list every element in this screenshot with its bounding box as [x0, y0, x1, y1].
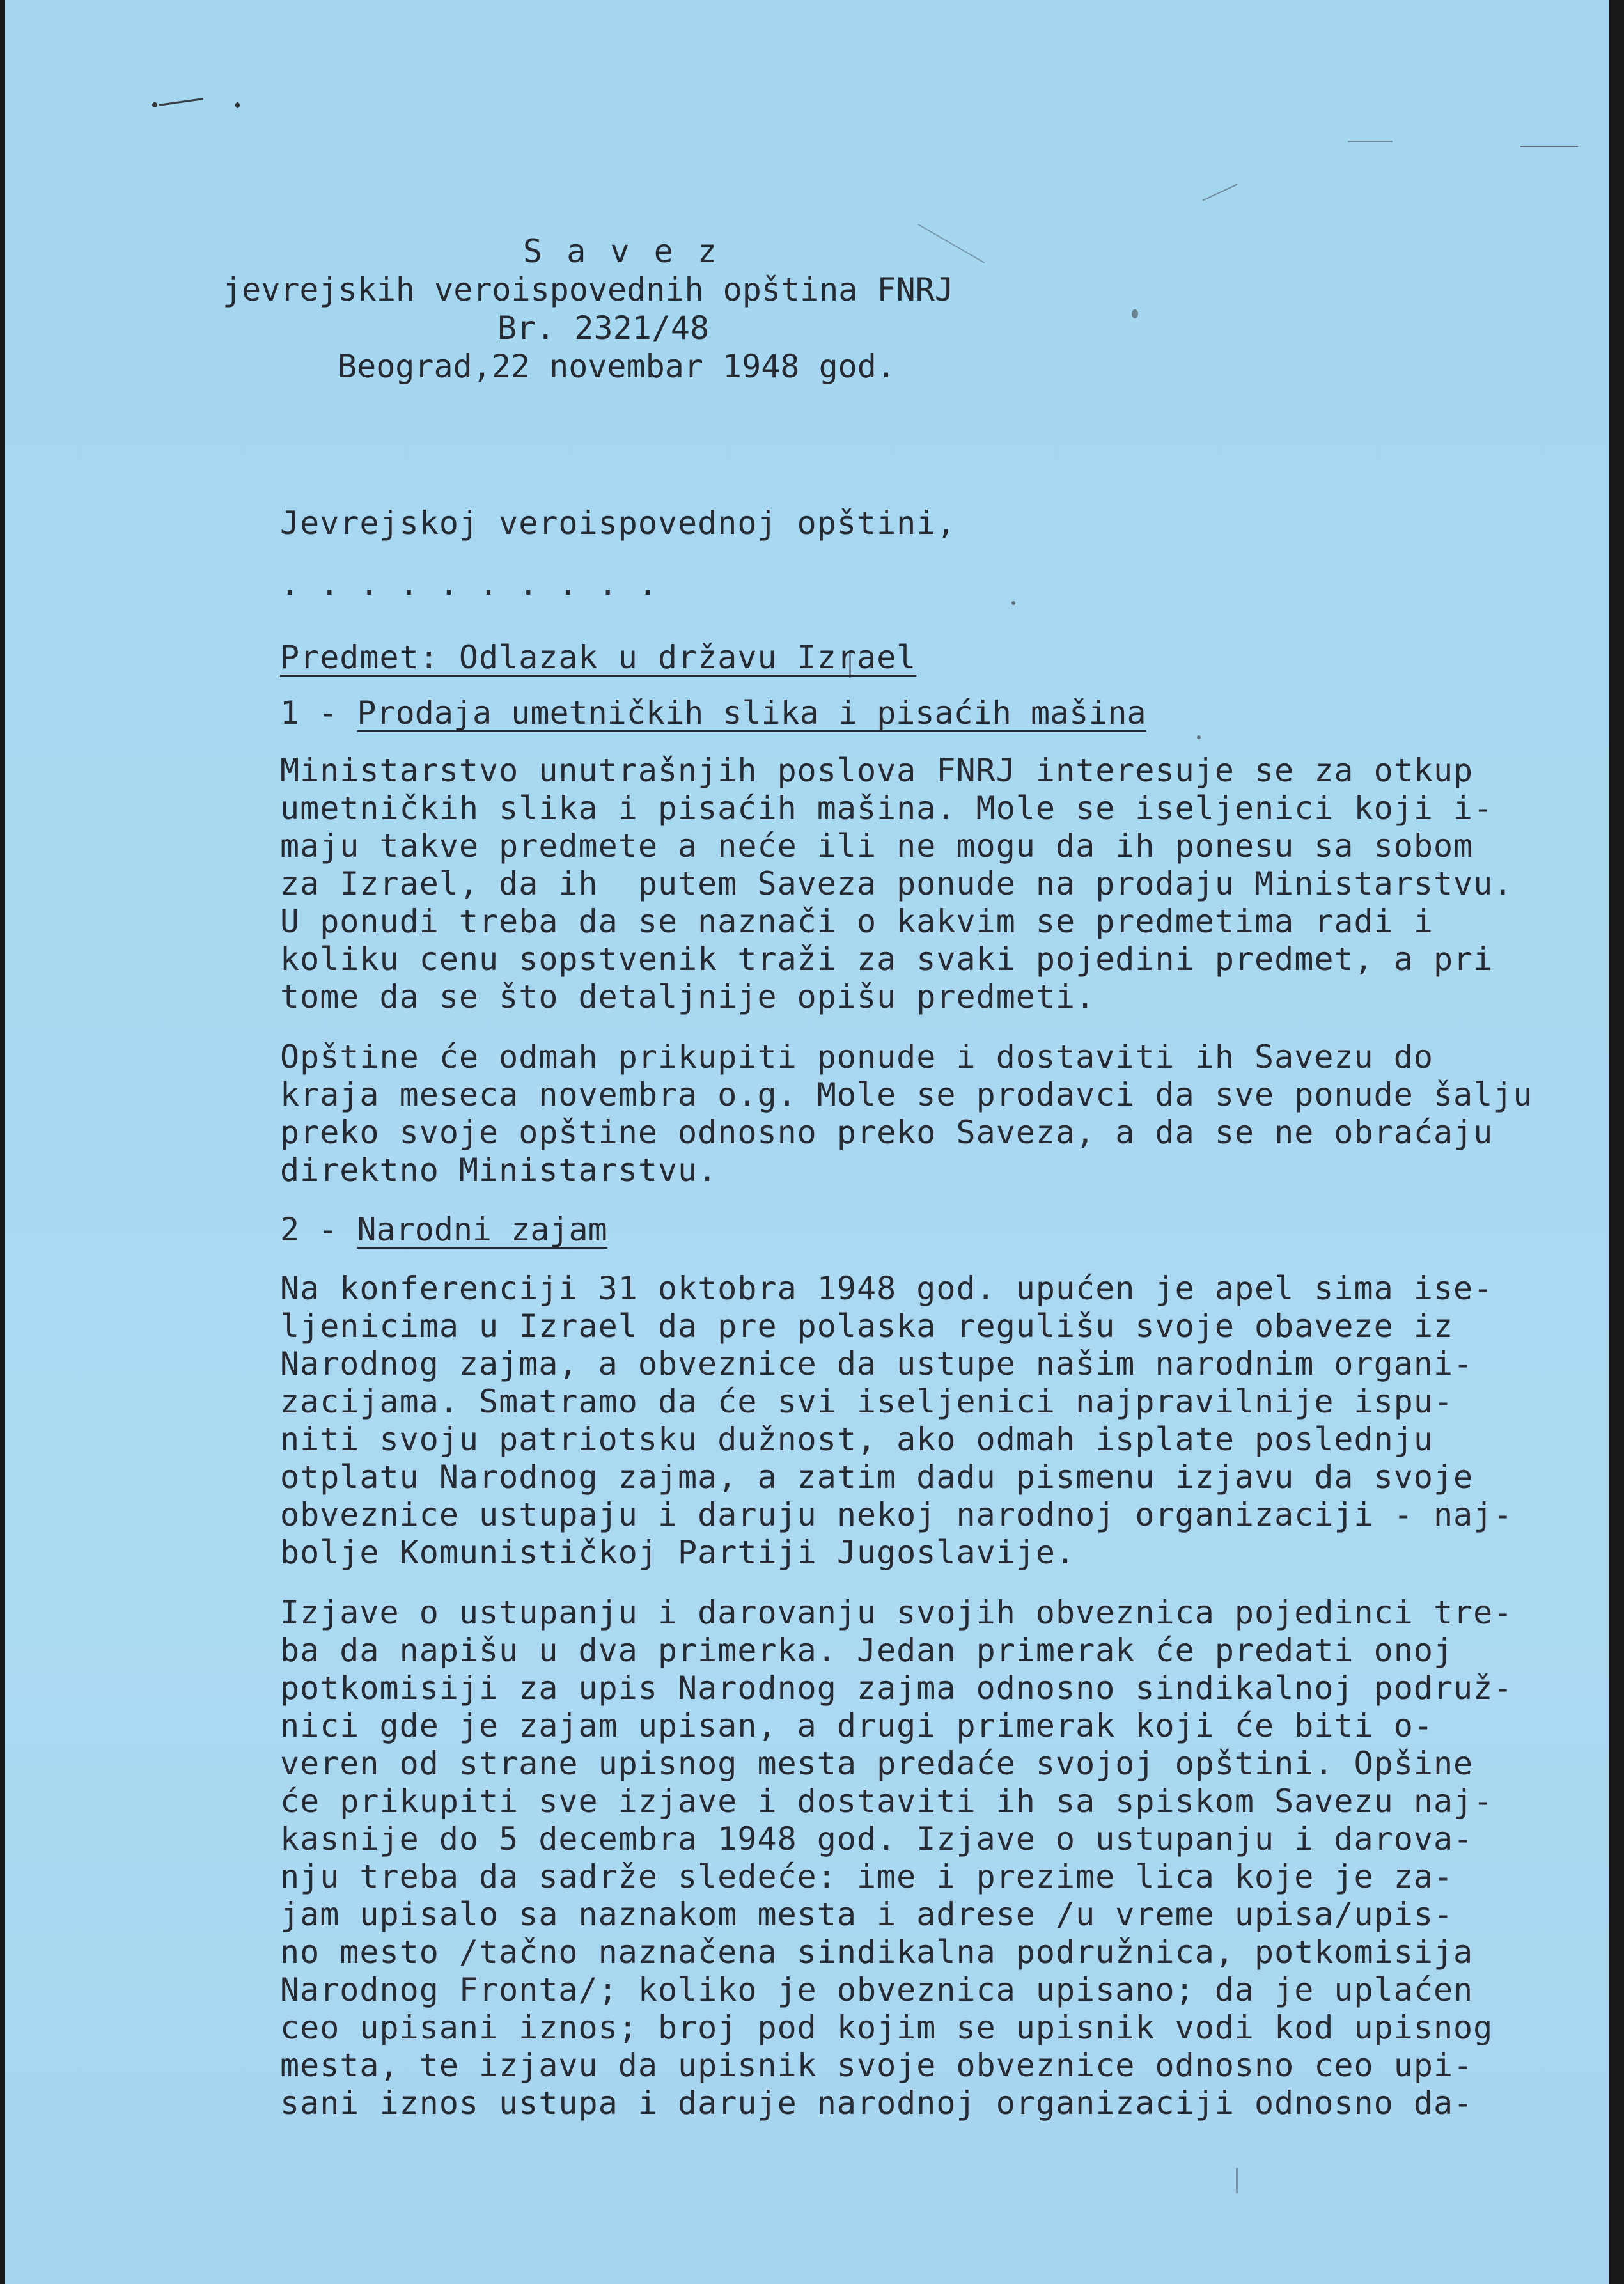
body-line: jam upisalo sa naznakom mesta i adrese /u vreme upisa/upis- — [280, 1896, 1454, 1933]
header-reference-number: Br. 2321/48 — [497, 309, 710, 347]
stray-mark — [1202, 184, 1237, 201]
body-line: ceo upisani iznos; broj pod kojim se upisnik vodi kod upisnog — [280, 2009, 1494, 2046]
body-line: Ministarstvo unutrašnjih poslova FNRJ interesuje se za otkup — [280, 752, 1474, 789]
body-line: ljenicima u Izrael da pre polaska regulišu svoje obaveze iz — [280, 1308, 1454, 1345]
header-org-short: S a v e z — [523, 233, 719, 270]
body-line: otplatu Narodnog zajma, a zatim dadu pismenu izjavu da svoje — [280, 1459, 1474, 1496]
body-line: ba da napišu u dva primerka. Jedan primerak će predati onoj — [280, 1632, 1454, 1669]
body-line: zacijama. Smatramo da će svi iseljenici najpravilnije ispu- — [280, 1383, 1454, 1420]
section-number: 2 - — [280, 1211, 357, 1248]
body-line: bolje Komunističkoj Partiji Jugoslavije. — [280, 1534, 1076, 1571]
body-line: Narodnog zajma, a obveznice da ustupe našim narodnim organi- — [280, 1345, 1474, 1382]
body-line: za Izrael, da ih putem Saveza ponude na prodaju Ministarstvu. — [280, 865, 1513, 902]
body-line: Narodnog Fronta/; koliko je obveznica upisano; da je uplaćen — [280, 1971, 1474, 2008]
stray-speck — [235, 102, 240, 108]
body-line: direktno Ministarstvu. — [280, 1152, 718, 1189]
stray-speck — [1132, 309, 1138, 318]
section-title: Prodaja umetničkih slika i pisaćih mašina — [357, 694, 1146, 731]
recipient-placeholder: . . . . . . . . . . — [280, 565, 658, 602]
document-page — [5, 0, 1609, 2284]
body-line: Na konferenciji 31 oktobra 1948 god. upućen je apel sima ise- — [280, 1270, 1494, 1307]
body-line: mesta, te izjavu da upisnik svoje obveznice odnosno ceo upi- — [280, 2047, 1474, 2084]
body-line: tome da se što detaljnije opišu predmeti. — [280, 978, 1096, 1015]
header-date: Beograd,22 novembar 1948 god. — [338, 348, 896, 385]
body-line: sani iznos ustupa i daruje narodnoj organizaciji odnosno da- — [280, 2085, 1474, 2122]
body-line: preko svoje opštine odnosno preko Saveza, a da se ne obraćaju — [280, 1114, 1494, 1151]
body-line: će prikupiti sve izjave i dostaviti ih sa spiskom Savezu naj- — [280, 1783, 1494, 1820]
body-line: no mesto /tačno naznačena sindikalna podružnica, potkomisija — [280, 1934, 1474, 1971]
stray-mark — [1236, 2168, 1238, 2193]
body-line: kraja meseca novembra o.g. Mole se prodavci da sve ponude šalju — [280, 1076, 1533, 1113]
section-heading — [280, 694, 1146, 731]
section-heading — [280, 1211, 607, 1248]
subject-line: Predmet: Odlazak u državu Izrael — [280, 639, 917, 676]
section-title: Narodni zajam — [357, 1211, 607, 1248]
stray-mark — [918, 224, 985, 263]
body-line: obveznice ustupaju i daruju nekoj narodnoj organizaciji - naj- — [280, 1496, 1513, 1533]
header-org-full: jevrejskih veroispovednih opština FNRJ — [223, 271, 954, 308]
recipient-line: Jevrejskoj veroispovednoj opštini, — [280, 505, 956, 542]
body-line: umetničkih slika i pisaćih mašina. Mole se iseljenici koji i- — [280, 790, 1494, 827]
body-line: koliku cenu sopstvenik traži za svaki pojedini predmet, a pri — [280, 941, 1494, 978]
body-line: nici gde je zajam upisan, a drugi primerak koji će biti o- — [280, 1707, 1433, 1744]
body-line: kasnije do 5 decembra 1948 god. Izjave o ustupanju i darova- — [280, 1820, 1474, 1858]
body-line: veren od strane upisnog mesta predaće svojoj opštini. Opšine — [280, 1745, 1474, 1782]
body-line: nju treba da sadrže sledeće: ime i prezime lica koje je za- — [280, 1858, 1454, 1895]
stray-speck — [152, 102, 157, 107]
stray-mark — [1348, 141, 1393, 142]
body-line: U ponudi treba da se naznači o kakvim se predmetima radi i — [280, 903, 1433, 940]
stray-speck — [1197, 735, 1201, 739]
section-number: 1 - — [280, 694, 357, 731]
body-line: niti svoju patriotsku dužnost, ako odmah isplate poslednju — [280, 1421, 1433, 1458]
body-line: maju takve predmete a neće ili ne mogu da ih ponesu sa sobom — [280, 827, 1474, 864]
body-line: Opštine će odmah prikupiti ponude i dostaviti ih Savezu do — [280, 1038, 1433, 1076]
body-line: Izjave o ustupanju i darovanju svojih obveznica pojedinci tre- — [280, 1594, 1513, 1631]
body-line: potkomisiji za upis Narodnog zajma odnosno sindikalnoj podruž- — [280, 1670, 1513, 1707]
stray-mark — [159, 98, 203, 106]
stray-speck — [1011, 601, 1015, 605]
stray-mark — [1520, 146, 1578, 147]
